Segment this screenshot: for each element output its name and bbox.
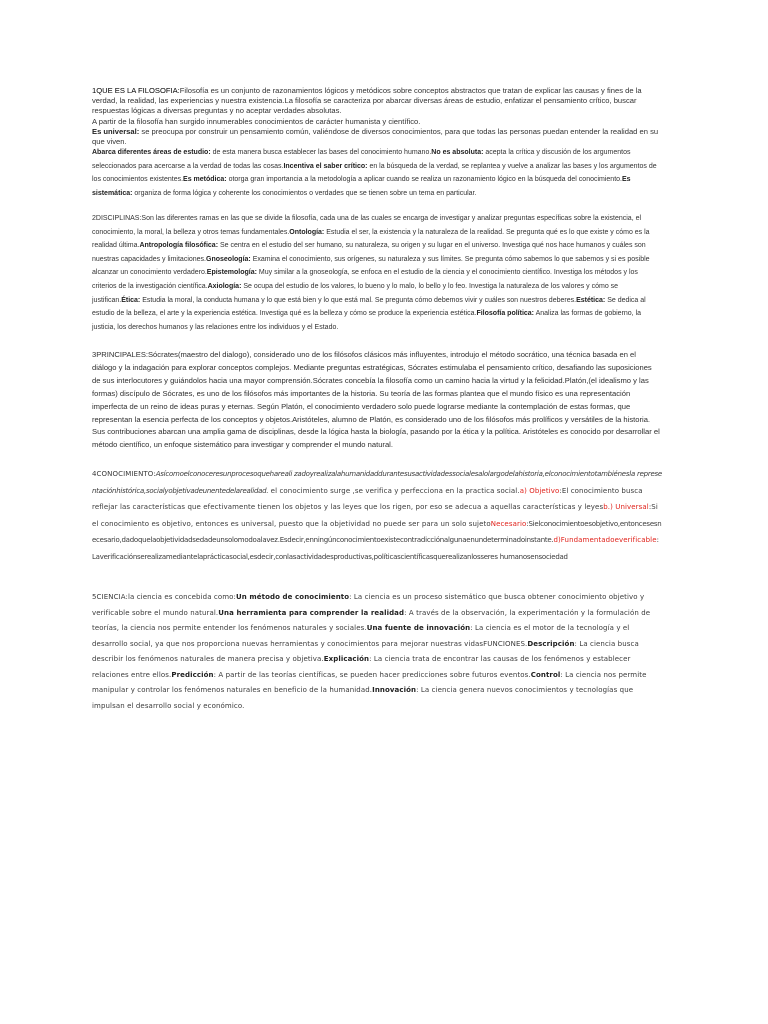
section-principales: 3PRINCIPALES:Sócrates(maestro del dialogo), considerado uno de los filósofos clásicos más influyentes, introdujo el método socrático, una técnica basada en el diálogo y la indagación para explorar conceptos complejos. Mediante preguntas estratégicas, Sócrates estimulaba el pensamiento crítico, desafiando las suposiciones de sus interlocutores y guiándolos hacia una mayor comprensión.Sócrates concebía la filosofía como un camino hacia la virtud y la felicidad.Platón,(el idealismo y las formas) discípulo de Sócrates, es uno de los filósofos más importantes de la historia. Su teoría de las formas plantea que el mundo físico es una representación imperfecta de un reino de ideas puras y eternas. Según Platón, el conocimiento verdadero solo puede lograrse mediante la contemplación de estas formas, que representan la esencia perfecta de los conceptos y objetos.Aristóteles, alumno de Platón, es considerado uno de los filósofos más prolíficos y versátiles de la historia. Sus contribuciones abarcan una amplia gama de disciplinas, desde la lógica hasta la biología, pasando por la ética y la política. Aristóteles es conocido por desarrollar el método científico, un enfoque sistemático para investigar y comprender el mundo natural. xyxy=(92,350,660,450)
gnoseologia-text: Examina el conocimiento, sus orígenes, su naturaleza y sus límites. Se pregunta cómo sabemos lo que sabemos y si es posible alcanzar un conocimiento verdadero. xyxy=(92,255,650,277)
filosofia-intro: Filosofía es un conjunto de razonamientos lógicos y metódicos sobre conceptos abstractos que tratan de explicar las causas y fines de la verdad, la realidad, las experiencias y nuestra existencia.La filosofía se caracteriza por abarcar diversas áreas de estudio, enfatizar el pensamiento crítico, buscar respuestas lógicas a diversas preguntas y no aceptar verdades absolutas. xyxy=(92,86,642,116)
metodo-text: : La ciencia es un proceso sistemático que busca obtener conocimiento objetivo y verificable sobre el mundo natural. xyxy=(92,593,645,617)
control-label: Control xyxy=(530,670,561,679)
objetivo-label: a) Objetivo xyxy=(519,486,560,495)
descripcion-label: Descripción xyxy=(527,639,575,648)
herramienta-text: : A través de la observación, la experimentación y la formulación de teorías, la ciencia nos permite entender los fenómenos naturales y sociales. xyxy=(92,608,651,632)
funciones-label: FUNCIONES. xyxy=(483,639,528,648)
antropologia-label: Antropología filosófica: xyxy=(139,242,219,250)
no-absoluta-label: No es absoluta: xyxy=(431,149,484,156)
abarca-text: de esta manera busca establecer las bases del conocimiento humano. xyxy=(210,149,432,156)
etica-text: Estudia la moral, la conducta humana y lo que está bien y lo que está mal. Se pregunta cómo debemos vivir y cuáles son nuestros deberes. xyxy=(140,296,577,304)
abarca-label: Abarca diferentes áreas de estudio: xyxy=(92,149,211,156)
section-disciplinas xyxy=(92,212,662,334)
ontologia-text: Estudia el ser, la existencia y la naturaleza de la realidad. Se pregunta qué es lo que existe y cómo es la realidad última. xyxy=(92,228,650,250)
section-conocimiento xyxy=(92,466,662,565)
innovacion-fuente-label: Una fuente de innovación xyxy=(366,624,471,632)
necesario-run: :Sielconocimientoesobjetivo,entoncesesnecesario,dadoquelaobjetividadsedadeunsolomodoalavez.Esdecir,enningúnconocimientoexistecontradicciónalgunaenundeterminadoinstante. xyxy=(92,519,662,544)
filosofia-politica-text: Analiza las formas de gobierno, la justicia, los derechos humanos y las relaciones entre los individuos y el Estado. xyxy=(92,310,642,331)
universal-label: Es universal: xyxy=(92,126,140,136)
universal-conocimiento-label: b.) Universal xyxy=(603,503,649,511)
ciencia-intro: la ciencia es concebida como: xyxy=(127,593,236,601)
filosofia-politica-label: Filosofía política: xyxy=(476,310,535,318)
sistematica-text: organiza de forma lógica y coherente los conocimientos o verdades que se tienen sobre un tema en particular. xyxy=(132,189,477,197)
filosofia-intro-2: A partir de la filosofía han surgido innumerables conocimientos de carácter humanista y científico. xyxy=(92,116,421,126)
universal-conocimiento-text: :Si el conocimiento es objetivo, entonces es universal, puesto que la objetividad no puede ser para un solo sujeto xyxy=(92,503,658,528)
disciplinas-lead: 2DISCIPLINAS:Son las diferentes ramas en las que se divide la filosofía, cada una de las cuales se encarga de investigar y analizar preguntas específicas sobre la existencia, el conocimiento, la moral, la belleza y otros temas fundamentales. xyxy=(92,215,642,236)
axiologia-text: Se ocupa del estudio de los valores, lo bueno y lo malo, lo bello y lo feo. Investiga la naturaleza de los valores y cómo se justifican. xyxy=(92,282,619,304)
control-text: : La ciencia nos permite manipular y controlar los fenómenos naturales en beneficio de la humanidad. xyxy=(92,670,647,694)
innovacion-label: Innovación xyxy=(372,686,417,694)
metodo-label: Un método de conocimiento xyxy=(236,593,350,601)
explicacion-text: : La ciencia trata de encontrar las causas de los fenómenos y establecer relaciones entre ellos. xyxy=(92,655,631,679)
innovacion-text: : La ciencia genera nuevos conocimientos y tecnologías que impulsan el desarrollo social y económico. xyxy=(92,686,634,710)
ontologia-label: Ontología: xyxy=(289,228,325,236)
descripcion-text: : La ciencia busca describir los fenómenos naturales de manera precisa y objetiva. xyxy=(92,639,639,663)
incentiva-label: Incentiva el saber crítico: xyxy=(283,162,368,170)
universal-text: se preocupa por construir un pensamiento común, valiéndose de diversos conocimientos, para que todas las personas puedan entender la realidad en su que viven. xyxy=(92,126,659,147)
axiologia-label: Axiología: xyxy=(207,282,242,290)
metodica-text: otorga gran importancia a la metodología a aplicar cuando se realiza un razonamiento lógico en la búsqueda del conocimiento. xyxy=(226,176,622,184)
ciencia-lead: 5CIENCIA: xyxy=(92,593,128,601)
etica-label: Ética: xyxy=(121,296,141,304)
section-filosofia-characteristics xyxy=(92,146,662,200)
sistematica-label: Es sistemática: xyxy=(92,176,631,197)
conocimiento-run-1: Asícomoelconoceresunprocesoquehareali zadoyrealizalahumanidaddurantesusactividadessocialesalolargodelahistoria,elconocimientotambiénesla representaciónhistórica,socialyobjetivadeunentedelarealidad. xyxy=(92,470,662,495)
antropologia-text: Se centra en el estudio del ser humano, su naturaleza, su origen y su lugar en el universo. Investiga qué nos hace humanos y cuáles son nuestras capacidades y limitaciones. xyxy=(92,242,646,263)
section-filosofia xyxy=(92,86,662,147)
conocimiento-lead: 4CONOCIMIENTO: xyxy=(92,470,156,478)
incentiva-text: en la búsqueda de la verdad, se replantea y vuelve a analizar las bases y los argumentos de los conocimientos existentes. xyxy=(92,162,657,184)
metodica-label: Es metódica: xyxy=(183,176,227,184)
section-filosofia-title: 1QUE ES LA FILOSOFIA: xyxy=(92,86,180,95)
estetica-text: Se dedica al estudio de la belleza, el arte y la experiencia estética. Investiga qué es la belleza y cómo se produce la experiencia estética. xyxy=(92,296,646,318)
explicacion-label: Explicación xyxy=(323,655,370,663)
objetivo-text: :El conocimiento busca reflejar las características que efectivamente tienen los objetos y las leyes que los rigen, por eso se adecua a aquellas características y leyes xyxy=(92,486,643,511)
epistemologia-label: Epistemología: xyxy=(206,269,257,277)
prediccion-text: : A partir de las teorías científicas, se pueden hacer predicciones sobre futuros eventos. xyxy=(213,670,531,679)
innovacion-fuente-text: : La ciencia es el motor de la tecnología y el desarrollo social, ya que nos proporciona nuevas herramientas y conocimientos para mejorar nuestras vidas xyxy=(92,624,630,648)
no-absoluta-text: acepta la crítica y discusión de los argumentos seleccionados para acercarse a la verdad de todas las cosas. xyxy=(92,149,631,170)
fundamentado-label: d)Fundamentadoeverificable xyxy=(553,536,657,544)
conocimiento-text-1: el conocimiento surge ,se verifica y perfecciona en la practica social. xyxy=(268,486,520,495)
gnoseologia-label: Gnoseología: xyxy=(206,255,251,263)
necesario-label: Necesario xyxy=(490,519,527,528)
section-ciencia xyxy=(92,590,662,714)
prediccion-label: Predicción xyxy=(171,670,214,679)
epistemologia-text: Muy similar a la gnoseología, se enfoca en el estudio de la ciencia y el conocimiento científico. Investiga los métodos y los criterios de la investigación científica. xyxy=(92,269,638,290)
herramienta-label: Una herramienta para comprender la realidad xyxy=(218,608,405,617)
estetica-label: Estética: xyxy=(576,296,606,304)
fundamentado-run: :Laverificaciónserealizamediantelaprácticasocial,esdecir,conlasactividadesproductivas,políticascientíficasquerealizanlosseres humanosensociedad xyxy=(92,536,659,561)
